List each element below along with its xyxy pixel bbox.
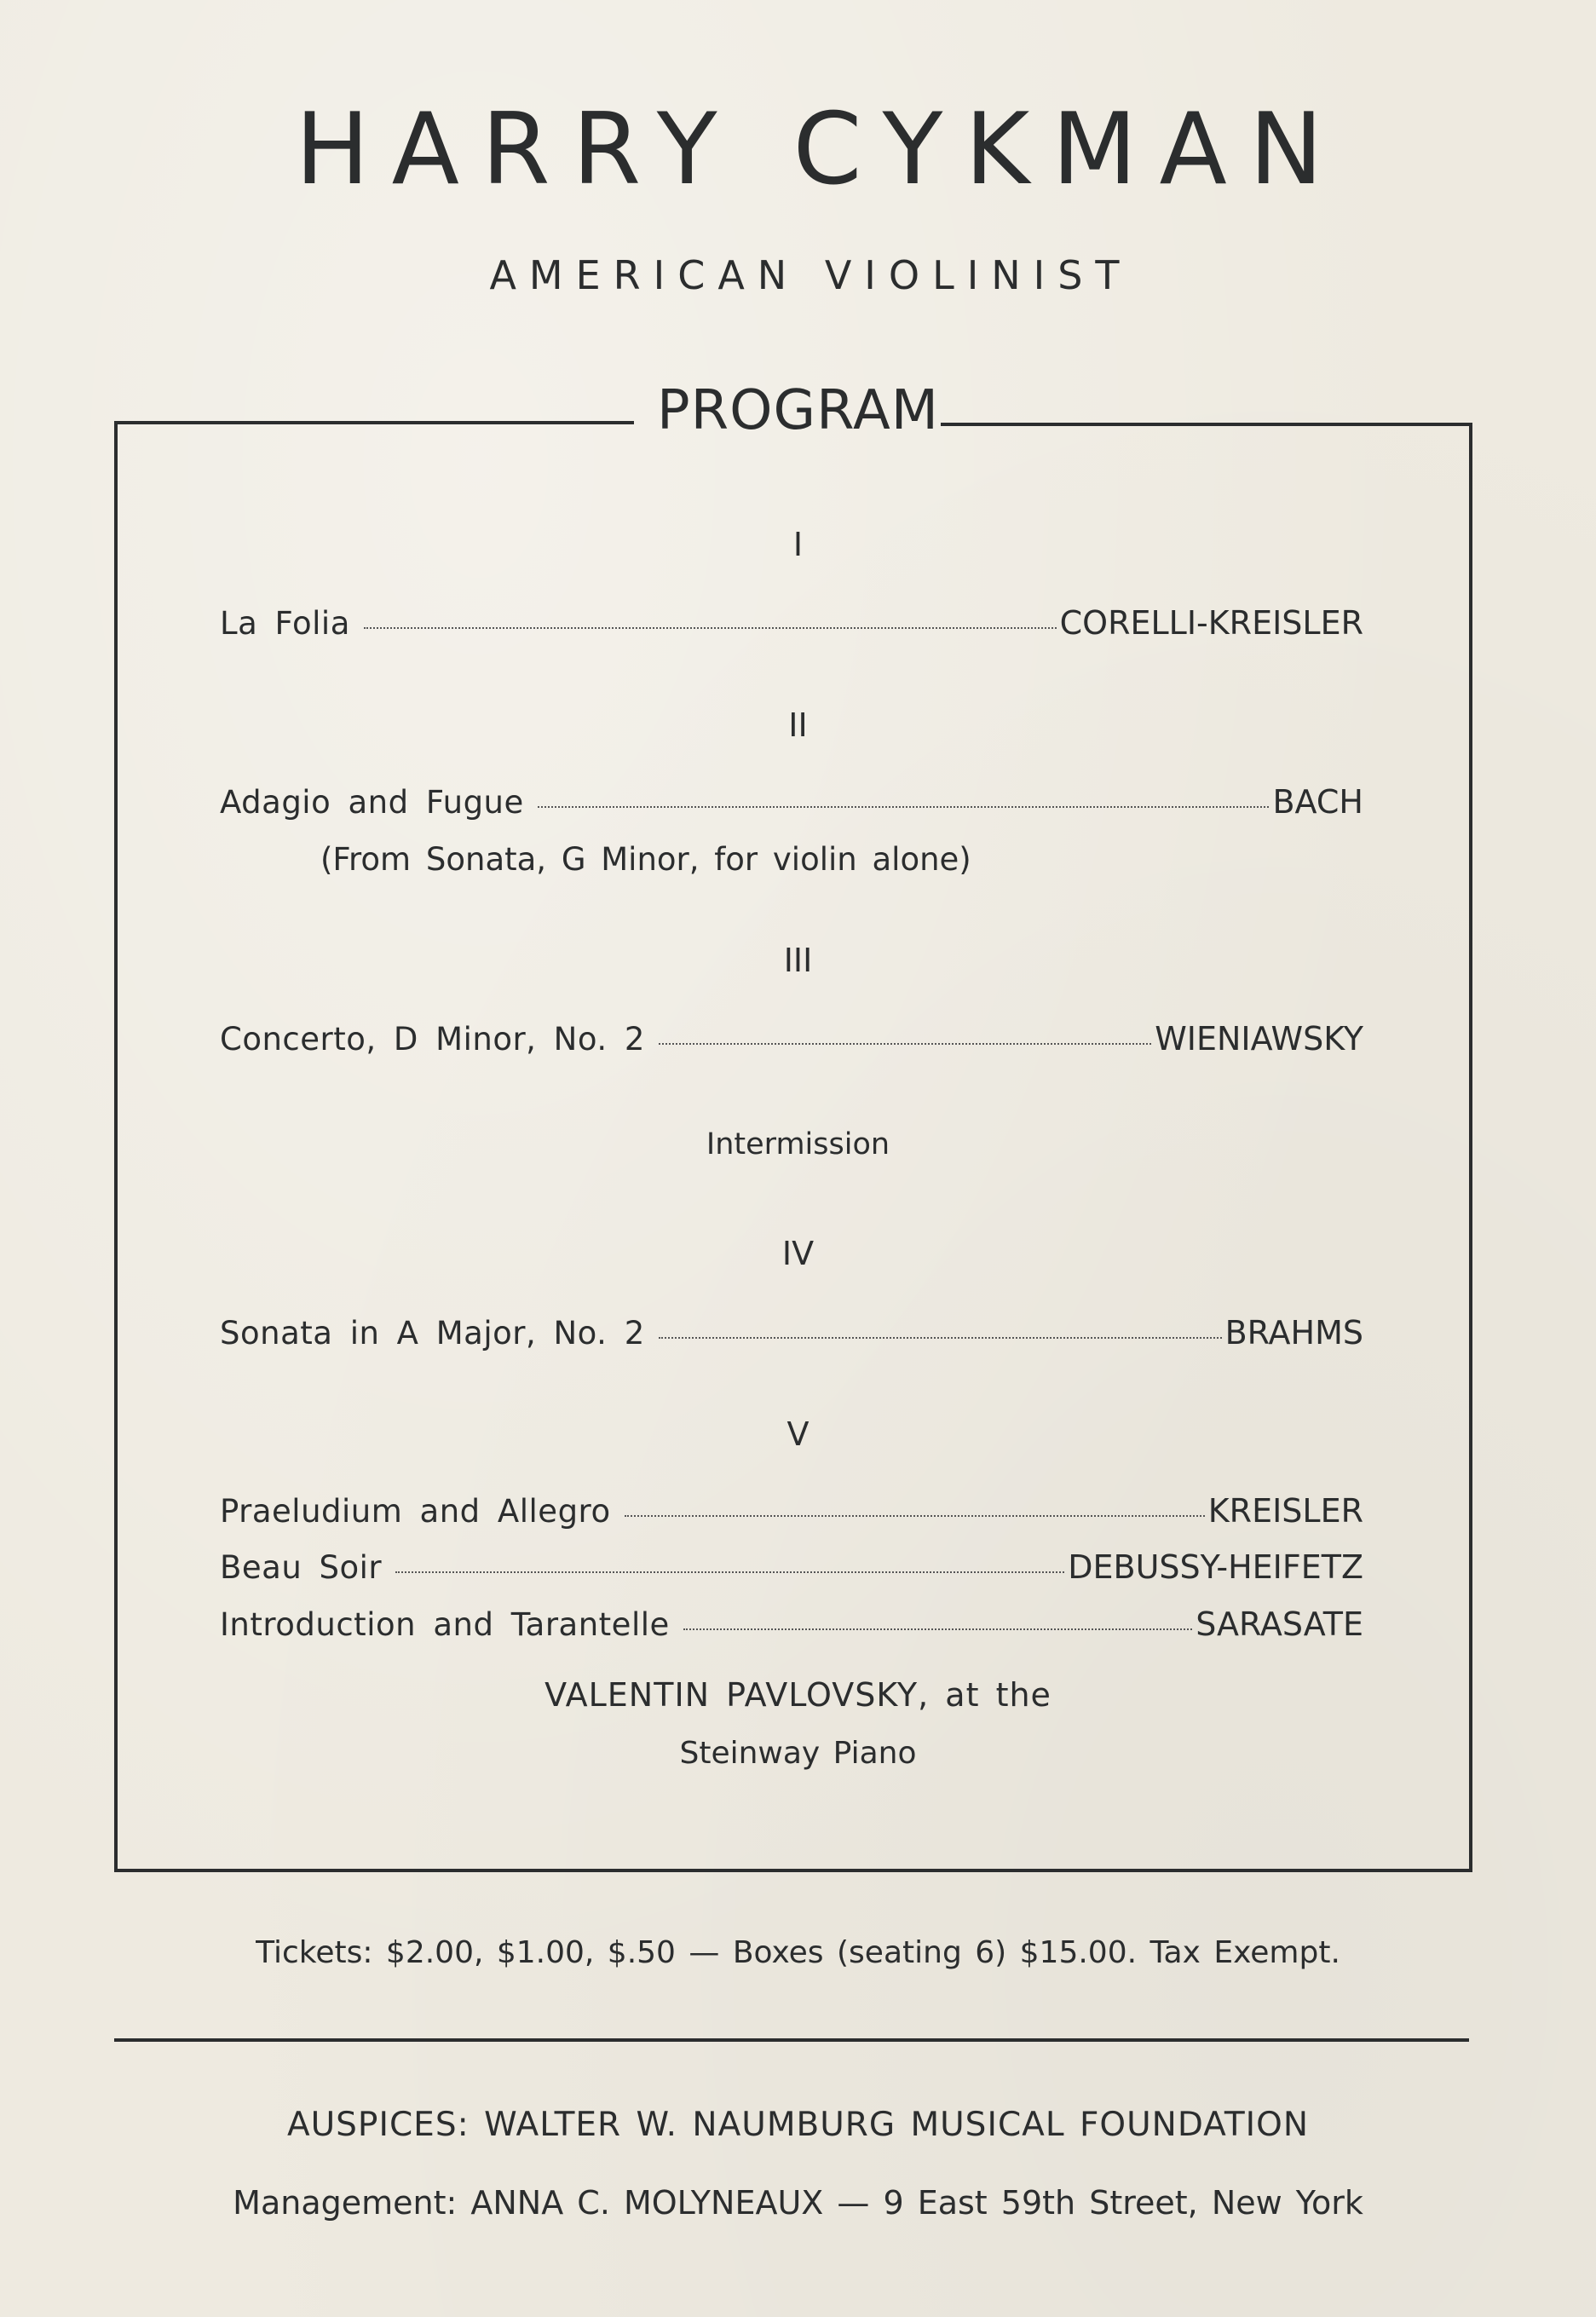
composer-name: KREISLER <box>1207 1492 1363 1530</box>
composer-name: CORELLI-KREISLER <box>1059 604 1363 642</box>
dot-leader <box>538 806 1270 808</box>
work-title: Introduction and Tarantelle <box>220 1606 670 1643</box>
work-title: La Folia <box>220 605 350 642</box>
piano-line: Steinway Piano <box>679 1736 917 1771</box>
program-entry <box>220 1020 1363 1058</box>
program-entry <box>220 1605 1363 1643</box>
composer-name: DEBUSSY-HEIFETZ <box>1068 1548 1363 1586</box>
work-note: (From Sonata, G Minor, for violin alone) <box>320 841 971 878</box>
program-entry <box>220 1314 1363 1352</box>
ticket-prices: Tickets: $2.00, $1.00, $.50 — Boxes (seating 6) $15.00. Tax Exempt. <box>256 1935 1340 1970</box>
composer-name: SARASATE <box>1196 1605 1363 1643</box>
composer-name: BRAHMS <box>1224 1314 1363 1352</box>
composer-name: BACH <box>1272 783 1363 821</box>
section-numeral: III <box>783 942 813 979</box>
section-numeral: V <box>786 1415 810 1453</box>
performer-description: AMERICAN VIOLINIST <box>489 252 1132 298</box>
dot-leader <box>625 1515 1205 1517</box>
management-line: Management: ANNA C. MOLYNEAUX — 9 East 59th Street, New York <box>233 2184 1363 2222</box>
footer-rule <box>114 2038 1469 2042</box>
performer-name: HARRY CYKMAN <box>295 92 1345 207</box>
dot-leader <box>395 1571 1064 1573</box>
auspices-line: AUSPICES: WALTER W. NAUMBURG MUSICAL FOUNDATION <box>286 2106 1310 2144</box>
intermission-label: Intermission <box>706 1127 890 1161</box>
section-numeral: I <box>792 526 804 563</box>
program-entry <box>220 604 1363 642</box>
program-heading: PROGRAM <box>657 379 939 442</box>
work-title: Beau Soir <box>220 1549 383 1586</box>
dot-leader <box>659 1043 1151 1045</box>
program-entry <box>220 1492 1363 1530</box>
program-entry <box>220 1548 1363 1586</box>
accompanist-line: VALENTIN PAVLOVSKY, at the <box>544 1676 1052 1714</box>
program-entry <box>220 783 1363 821</box>
section-numeral: IV <box>781 1235 815 1272</box>
work-title: Sonata in A Major, No. 2 <box>220 1315 645 1352</box>
section-numeral: II <box>788 706 808 744</box>
work-title: Praeludium and Allegro <box>220 1493 611 1530</box>
dot-leader <box>683 1628 1192 1630</box>
work-title: Adagio and Fugue <box>220 784 524 821</box>
composer-name: WIENIAWSKY <box>1155 1020 1363 1058</box>
dot-leader <box>659 1337 1222 1339</box>
work-title: Concerto, D Minor, No. 2 <box>220 1021 645 1058</box>
dot-leader <box>364 627 1057 629</box>
